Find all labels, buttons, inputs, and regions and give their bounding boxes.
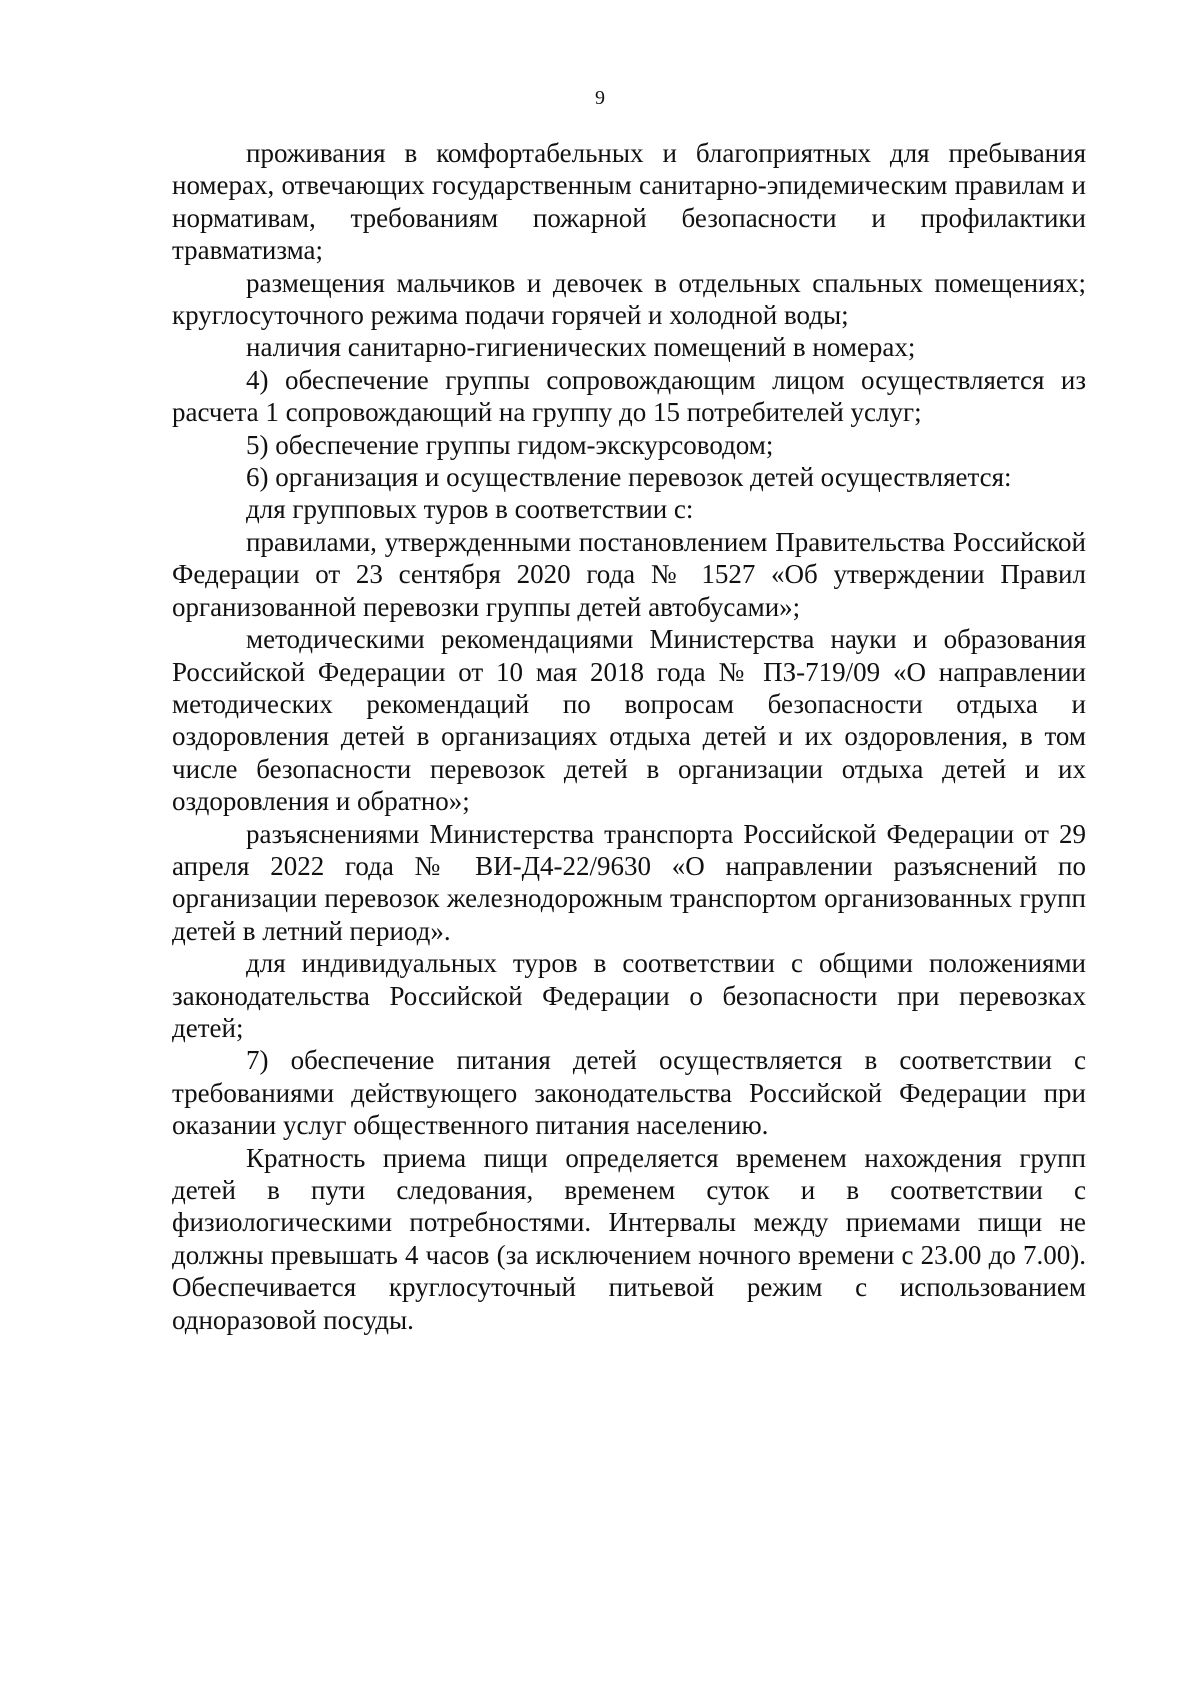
paragraph-item-5: 5) обеспечение группы гидом-экскурсоводом; (246, 429, 774, 460)
paragraph-transport-clarifications: разъяснениями Министерства транспорта Российской Федерации от 29 апреля 2022 года № ВИ-Д4-22/9630 «О направлении разъяснений по организации перевозок железнодорожным транспортом организованных групп детей в летний период». (172, 818, 1086, 946)
document-body (172, 137, 1086, 1336)
paragraph-separate-rooms: размещения мальчиков и девочек в отдельных спальных помещениях; круглосуточного режима подачи горячей и холодной воды; (172, 267, 1086, 331)
paragraph-ministry-recommendations: методическими рекомендациями Министерства науки и образования Российской Федерации от 10 мая 2018 года № ПЗ-719/09 «О направлении методических рекомендаций по вопросам безопасности отдыха и оздоровления детей в организациях отдыха детей и их оздоровления, в том числе безопасности перевозок детей в организации отдыха детей и их оздоровления и обратно»; (172, 624, 1086, 817)
page-number: 9 (595, 87, 605, 109)
paragraph-individual-tours: для индивидуальных туров в соответствии с общими положениями законодательства Российской Федерации о безопасности при перевозках детей; (172, 948, 1086, 1043)
paragraph-group-tours: для групповых туров в соответствии с: (246, 494, 694, 525)
paragraph-item-7: 7) обеспечение питания детей осуществляется в соответствии с требованиями действующего законодательства Российской Федерации при оказании услуг общественного питания населению. (172, 1045, 1086, 1141)
paragraph-item-4: 4) обеспечение группы сопровождающим лицом осуществляется из расчета 1 сопровождающий на группу до 15 потребителей услуг; (172, 364, 1086, 428)
paragraph-sanitary-rooms: наличия санитарно-гигиенических помещений в номерах; (246, 332, 916, 363)
paragraph-meal-frequency: Кратность приема пищи определяется временем нахождения групп детей в пути следования, временем суток и в соответствии с физиологическими потребностями. Интервалы между приемами пищи не должны превышать 4 часов (за исключением ночного времени с 23.00 до 7.00). Обеспечивается круглосуточный питьевой режим с использованием одноразовой посуды. (172, 1142, 1086, 1335)
paragraph-government-rules: правилами, утвержденными постановлением Правительства Российской Федерации от 23 сентября 2020 года № 1527 «Об утверждении Правил организованной перевозки группы детей автобусами»; (172, 526, 1086, 622)
paragraph-item-6: 6) организация и осуществление перевозок детей осуществляется: (246, 462, 1012, 493)
paragraph-accommodation-conditions: проживания в комфортабельных и благоприятных для пребывания номерах, отвечающих государственным санитарно-эпидемическим правилам и нормативам, требованиям пожарной безопасности и профилактики травматизма; (172, 138, 1086, 266)
